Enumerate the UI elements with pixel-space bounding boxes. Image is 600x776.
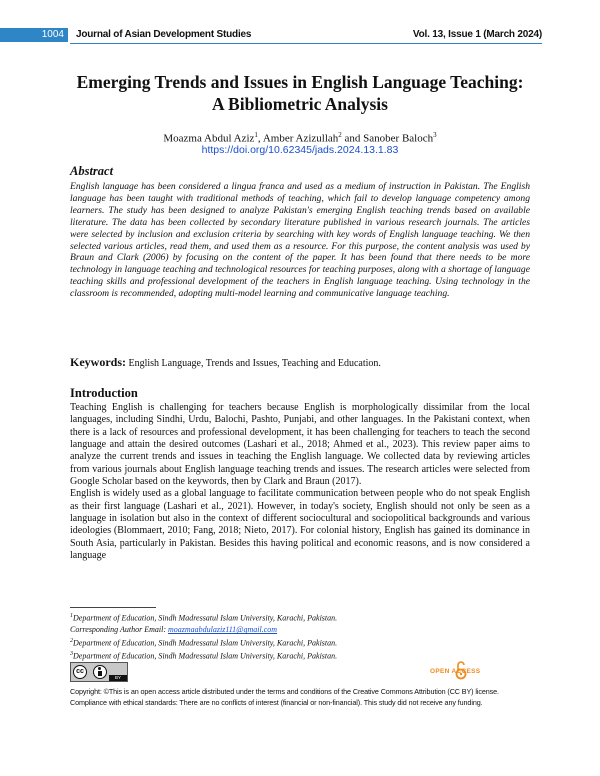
author-3-affiliation: 3 [433, 131, 437, 139]
cc-icon: cc [73, 665, 87, 679]
doi-link[interactable]: https://doi.org/10.62345/jads.2024.13.1.83 [201, 144, 399, 156]
keywords-label: Keywords: [70, 355, 126, 369]
introduction-body [70, 402, 530, 562]
introduction-heading: Introduction [70, 386, 138, 400]
author-2: Amber Azizullah [262, 132, 339, 145]
author-separator: and [341, 132, 364, 145]
keywords-text: English Language, Trends and Issues, Teaching and Education. [126, 358, 381, 369]
footnotes [70, 611, 530, 663]
paper-title [40, 71, 560, 115]
author-3: Sanober Baloch [363, 132, 434, 145]
email-label: Corresponding Author Email: [70, 625, 169, 635]
author-1: Moazma Abdul Aziz [163, 132, 255, 145]
running-header [0, 28, 600, 44]
abstract-heading: Abstract [70, 164, 114, 178]
cc-by-license-icon[interactable] [70, 662, 128, 682]
by-label: BY [109, 675, 127, 681]
open-access-label: OPEN ACCESS [430, 668, 481, 675]
attribution-person-icon [93, 665, 107, 679]
open-access-logo [430, 660, 530, 682]
author-email-link[interactable]: moazmaabdulaziz111@gmail.com [168, 625, 278, 635]
abstract-text: English language has been considered a lingua franca and used as a medium of instruction in Pakistan. The English language has been taught with traditional methods of teaching, which fail to develop language competency among learners. The study has been designed to analyze Pakistan's emerging English teaching trends based on available literature. The data has been collected by secondary literature published in various research journals. The articles were selected by inclusion and exclusion criteria by searching with key words of English language teaching. We then selected various articles, read them, and used them as a resource. For this purpose, the content analysis was used by Braun and Clark (2006) by focusing on the content of the paper. It has been found that there needs to be more technology in language teaching and technological resources for teaching purposes, along with a shortage of language teaching skills and professional development of the teachers in English language teaching. Using technology in the classroom is recommended, adopting multi-model learning and communicative language teaching. [70, 181, 530, 300]
introduction-paragraph: English is widely used as a global language to facilitate communication between people who do not speak English as their first language (Lashari et al., 2021). However, in today's society, English should not only be seen as a language in isolation but also in the context of different sociocultural and sociopolitical backgrounds and various ideologies (Blommaert, 2010; Fang, 2018; Nieto, 2017). For colonial history, English has gained its dominance in South Asia, particularly in Pakistan. Besides this having political and economic reasons, and is now considered a language [70, 488, 530, 562]
footnote-1: $^1$Department of Education, Sindh Madressatul Islam University, Karachi, Pakistan. [70, 613, 338, 623]
copyright-line: Copyright: ©This is an open access article distributed under the terms and conditions of the Creative Commons Attribution (CC BY) license. [70, 687, 499, 696]
journal-name: Journal of Asian Development Studies [76, 29, 252, 40]
title-line-1: Emerging Trends and Issues in English Language Teaching: [76, 72, 524, 92]
footnote-3: $^3$Department of Education, Sindh Madressatul Islam University, Karachi, Pakistan. [70, 651, 338, 662]
page-number: 1004 [0, 28, 68, 42]
introduction-paragraph: Teaching English is challenging for teachers because English is morphologically dissimilar from the local languages, including Sindhi, Urdu, Balochi, Pashto, Punjabi, and other languages. In the Pakistani context, when there is a lack of resources and professional development, it has been challenging for teachers to teach the second language and attain the desired outcomes (Lashari et al., 2018; Ahmed et al., 2023). This review paper aims to analyze the current trends and issues in teaching the English language. We collected data by reviewing articles from various journals about English language teaching trends and issues. The research articles were selected from Google Scholar based on the keywords, then by Clark and Braun (2017). [70, 402, 530, 488]
corresponding-author [70, 624, 530, 636]
keywords [70, 355, 530, 371]
author-separator: , [257, 132, 263, 145]
header-rule [70, 43, 542, 44]
author-1-affiliation: 1 [254, 131, 258, 139]
author-2-affiliation: 2 [338, 131, 342, 139]
title-line-2: A Bibliometric Analysis [212, 94, 388, 114]
compliance-line: Compliance with ethical standards: There are no conflicts of interest (financial or non-financial). This study did not receive any funding. [70, 698, 483, 707]
copyright-notice [70, 686, 550, 708]
footnote-rule [70, 607, 156, 608]
footnote-2: $^2$Department of Education, Sindh Madressatul Islam University, Karachi, Pakistan. [70, 638, 338, 648]
volume-issue: Vol. 13, Issue 1 (March 2024) [412, 29, 542, 40]
